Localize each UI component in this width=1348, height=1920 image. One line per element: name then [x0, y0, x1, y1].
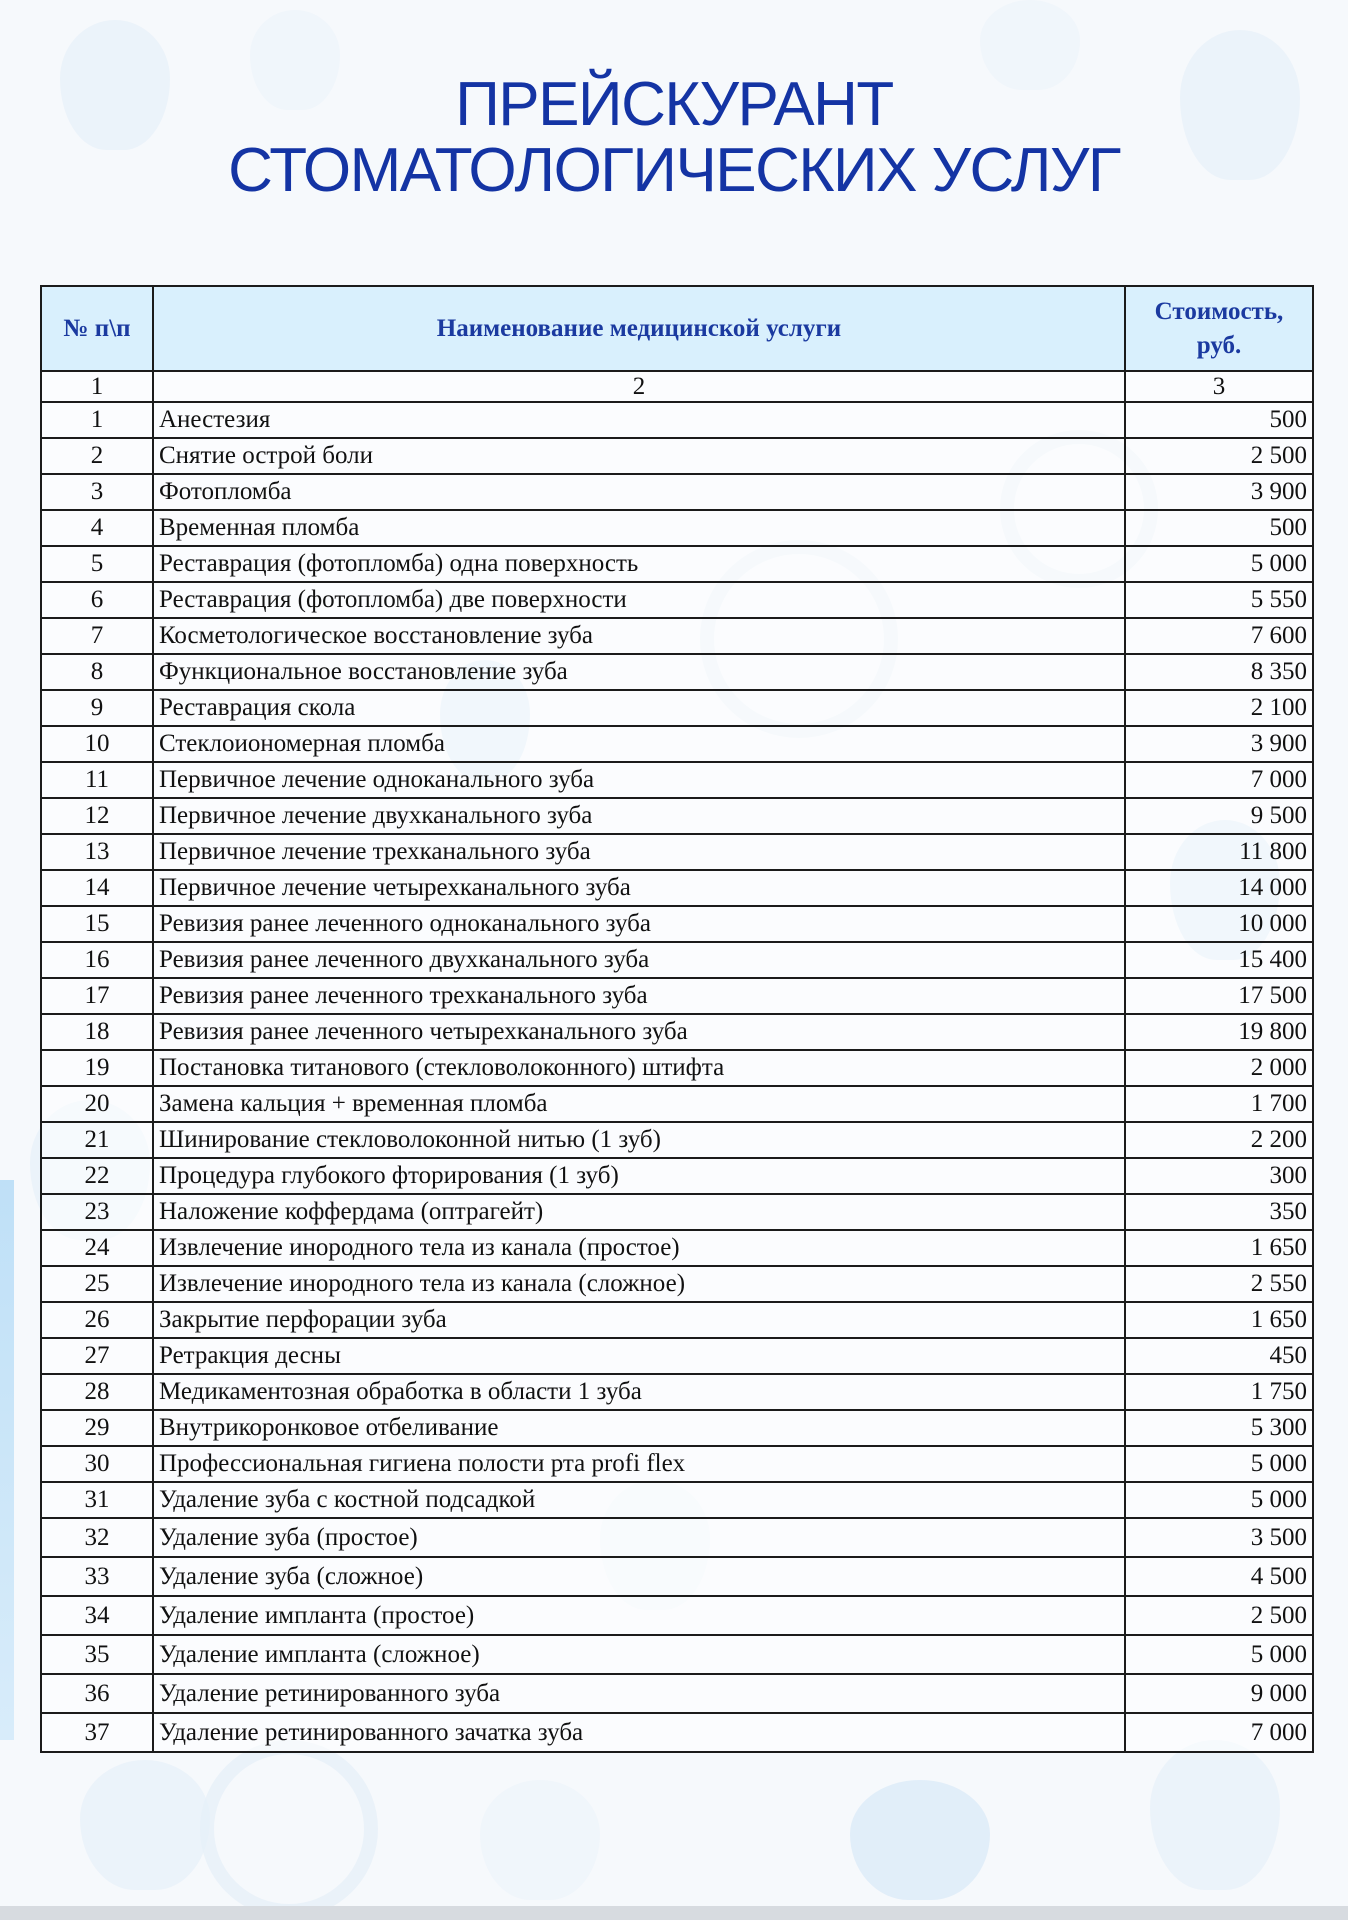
header-number: № п\п: [41, 286, 153, 371]
row-number: 14: [41, 870, 153, 906]
service-price: 15 400: [1125, 942, 1313, 978]
service-price: 5 000: [1125, 1446, 1313, 1482]
service-name: Внутрикоронковое отбеливание: [153, 1410, 1125, 1446]
service-price: 10 000: [1125, 906, 1313, 942]
header-service-name: Наименование медицинской услуги: [153, 286, 1125, 371]
column-index: 3: [1125, 371, 1313, 402]
table-row: [41, 1194, 1313, 1230]
service-name: Удаление импланта (простое): [153, 1596, 1125, 1635]
service-price: 3 900: [1125, 726, 1313, 762]
table-row: [41, 942, 1313, 978]
row-number: 6: [41, 582, 153, 618]
row-number: 12: [41, 798, 153, 834]
column-index-row: [41, 371, 1313, 402]
tooth-decor-icon: [850, 1780, 990, 1900]
service-name: Медикаментозная обработка в области 1 зуба: [153, 1374, 1125, 1410]
table-row: [41, 1338, 1313, 1374]
service-name: Реставрация (фотопломба) одна поверхность: [153, 546, 1125, 582]
service-price: 350: [1125, 1194, 1313, 1230]
service-price: 14 000: [1125, 870, 1313, 906]
row-number: 7: [41, 618, 153, 654]
price-list-table: [40, 285, 1314, 1753]
table-row: [41, 690, 1313, 726]
service-name: Анестезия: [153, 402, 1125, 438]
row-number: 31: [41, 1482, 153, 1518]
table-row: [41, 474, 1313, 510]
table-header-row: [41, 286, 1313, 371]
table-row: [41, 1014, 1313, 1050]
service-price: 3 500: [1125, 1518, 1313, 1557]
service-price: 2 100: [1125, 690, 1313, 726]
row-number: 3: [41, 474, 153, 510]
service-price: 8 350: [1125, 654, 1313, 690]
table-row: [41, 582, 1313, 618]
service-name: Профессиональная гигиена полости рта profi flex: [153, 1446, 1125, 1482]
row-number: 28: [41, 1374, 153, 1410]
service-price: 5 000: [1125, 1482, 1313, 1518]
row-number: 1: [41, 402, 153, 438]
table-row: [41, 510, 1313, 546]
row-number: 20: [41, 1086, 153, 1122]
tooth-decor-icon: [1150, 1740, 1280, 1890]
table-row: [41, 1518, 1313, 1557]
row-number: 4: [41, 510, 153, 546]
service-name: Извлечение инородного тела из канала (простое): [153, 1230, 1125, 1266]
service-name: Реставрация скола: [153, 690, 1125, 726]
table-row: [41, 1374, 1313, 1410]
row-number: 16: [41, 942, 153, 978]
service-price: 7 000: [1125, 762, 1313, 798]
table-row: [41, 654, 1313, 690]
service-name: Снятие острой боли: [153, 438, 1125, 474]
service-name: Замена кальция + временная пломба: [153, 1086, 1125, 1122]
service-name: Шинирование стекловолоконной нитью (1 зуб): [153, 1122, 1125, 1158]
row-number: 23: [41, 1194, 153, 1230]
table-row: [41, 1596, 1313, 1635]
table-row: [41, 1266, 1313, 1302]
service-name: Удаление ретинированного зачатка зуба: [153, 1713, 1125, 1752]
table-row: [41, 618, 1313, 654]
table-row: [41, 1713, 1313, 1752]
row-number: 21: [41, 1122, 153, 1158]
service-name: Извлечение инородного тела из канала (сложное): [153, 1266, 1125, 1302]
service-name: Первичное лечение двухканального зуба: [153, 798, 1125, 834]
service-name: Фотопломба: [153, 474, 1125, 510]
table-row: [41, 1557, 1313, 1596]
row-number: 34: [41, 1596, 153, 1635]
service-name: Ретракция десны: [153, 1338, 1125, 1374]
service-name: Стеклоиономерная пломба: [153, 726, 1125, 762]
tooth-decor-icon: [80, 1760, 210, 1890]
row-number: 30: [41, 1446, 153, 1482]
table-row: [41, 1050, 1313, 1086]
row-number: 18: [41, 1014, 153, 1050]
row-number: 9: [41, 690, 153, 726]
row-number: 29: [41, 1410, 153, 1446]
service-name: Постановка титанового (стекловолоконного) штифта: [153, 1050, 1125, 1086]
service-name: Удаление ретинированного зуба: [153, 1674, 1125, 1713]
service-name: Первичное лечение одноканального зуба: [153, 762, 1125, 798]
table-row: [41, 1158, 1313, 1194]
header-price-label: Стоимость, руб.: [1154, 297, 1284, 359]
service-name: Первичное лечение трехканального зуба: [153, 834, 1125, 870]
service-price: 5 000: [1125, 546, 1313, 582]
service-name: Реставрация (фотопломба) две поверхности: [153, 582, 1125, 618]
row-number: 32: [41, 1518, 153, 1557]
row-number: 24: [41, 1230, 153, 1266]
service-price: 2 500: [1125, 438, 1313, 474]
service-name: Удаление зуба (сложное): [153, 1557, 1125, 1596]
table-row: [41, 762, 1313, 798]
row-number: 13: [41, 834, 153, 870]
table-row: [41, 1410, 1313, 1446]
row-number: 35: [41, 1635, 153, 1674]
service-name: Ревизия ранее леченного двухканального зуба: [153, 942, 1125, 978]
service-price: 7 000: [1125, 1713, 1313, 1752]
column-index: 1: [41, 371, 153, 402]
service-name: Временная пломба: [153, 510, 1125, 546]
service-price: 1 650: [1125, 1302, 1313, 1338]
service-name: Удаление зуба с костной подсадкой: [153, 1482, 1125, 1518]
tooth-decor-icon: [480, 1780, 600, 1900]
row-number: 5: [41, 546, 153, 582]
row-number: 8: [41, 654, 153, 690]
service-name: Ревизия ранее леченного одноканального зуба: [153, 906, 1125, 942]
service-price: 1 700: [1125, 1086, 1313, 1122]
table-row: [41, 1446, 1313, 1482]
service-price: 5 550: [1125, 582, 1313, 618]
row-number: 17: [41, 978, 153, 1014]
service-price: 19 800: [1125, 1014, 1313, 1050]
table-row: [41, 834, 1313, 870]
service-price: 9 500: [1125, 798, 1313, 834]
row-number: 25: [41, 1266, 153, 1302]
table-row: [41, 726, 1313, 762]
table-row: [41, 978, 1313, 1014]
service-price: 2 000: [1125, 1050, 1313, 1086]
table-row: [41, 1482, 1313, 1518]
row-number: 26: [41, 1302, 153, 1338]
service-price: 1 650: [1125, 1230, 1313, 1266]
service-name: Удаление импланта (сложное): [153, 1635, 1125, 1674]
row-number: 2: [41, 438, 153, 474]
row-number: 22: [41, 1158, 153, 1194]
service-name: Функциональное восстановление зуба: [153, 654, 1125, 690]
service-price: 7 600: [1125, 618, 1313, 654]
service-price: 11 800: [1125, 834, 1313, 870]
service-price: 17 500: [1125, 978, 1313, 1014]
service-price: 5 300: [1125, 1410, 1313, 1446]
table-row: [41, 1230, 1313, 1266]
service-price: 2 200: [1125, 1122, 1313, 1158]
service-price: 300: [1125, 1158, 1313, 1194]
table-row: [41, 870, 1313, 906]
tooth-badge-decor-icon: [200, 1740, 378, 1918]
table-row: [41, 1086, 1313, 1122]
service-name: Процедура глубокого фторирования (1 зуб): [153, 1158, 1125, 1194]
service-price: 4 500: [1125, 1557, 1313, 1596]
row-number: 37: [41, 1713, 153, 1752]
service-price: 1 750: [1125, 1374, 1313, 1410]
table-row: [41, 546, 1313, 582]
service-price: 3 900: [1125, 474, 1313, 510]
service-name: Наложение коффердама (оптрагейт): [153, 1194, 1125, 1230]
service-name: Ревизия ранее леченного трехканального зуба: [153, 978, 1125, 1014]
table-row: [41, 1635, 1313, 1674]
service-price: 2 500: [1125, 1596, 1313, 1635]
table-row: [41, 798, 1313, 834]
header-price: [1125, 286, 1313, 371]
page-title-line-1: ПРЕЙСКУРАНТ: [455, 70, 893, 139]
row-number: 11: [41, 762, 153, 798]
table-row: [41, 438, 1313, 474]
row-number: 36: [41, 1674, 153, 1713]
row-number: 27: [41, 1338, 153, 1374]
service-price: 5 000: [1125, 1635, 1313, 1674]
page-title-line-2: СТОМАТОЛОГИЧЕСКИХ УСЛУГ: [228, 136, 1120, 205]
service-name: Удаление зуба (простое): [153, 1518, 1125, 1557]
service-name: Закрытие перфорации зуба: [153, 1302, 1125, 1338]
row-number: 15: [41, 906, 153, 942]
table-row: [41, 1674, 1313, 1713]
row-number: 10: [41, 726, 153, 762]
column-index: 2: [153, 371, 1125, 402]
table-row: [41, 1122, 1313, 1158]
service-price: 500: [1125, 402, 1313, 438]
service-name: Первичное лечение четырехканального зуба: [153, 870, 1125, 906]
service-price: 500: [1125, 510, 1313, 546]
service-price: 450: [1125, 1338, 1313, 1374]
table-row: [41, 1302, 1313, 1338]
service-name: Косметологическое восстановление зуба: [153, 618, 1125, 654]
left-accent-strip: [0, 1180, 14, 1740]
service-price: 9 000: [1125, 1674, 1313, 1713]
row-number: 19: [41, 1050, 153, 1086]
service-price: 2 550: [1125, 1266, 1313, 1302]
table-row: [41, 906, 1313, 942]
table-row: [41, 402, 1313, 438]
bottom-band: [0, 1906, 1348, 1920]
page-title: [0, 72, 1348, 204]
row-number: 33: [41, 1557, 153, 1596]
service-name: Ревизия ранее леченного четырехканального зуба: [153, 1014, 1125, 1050]
price-rows: [41, 402, 1313, 1752]
